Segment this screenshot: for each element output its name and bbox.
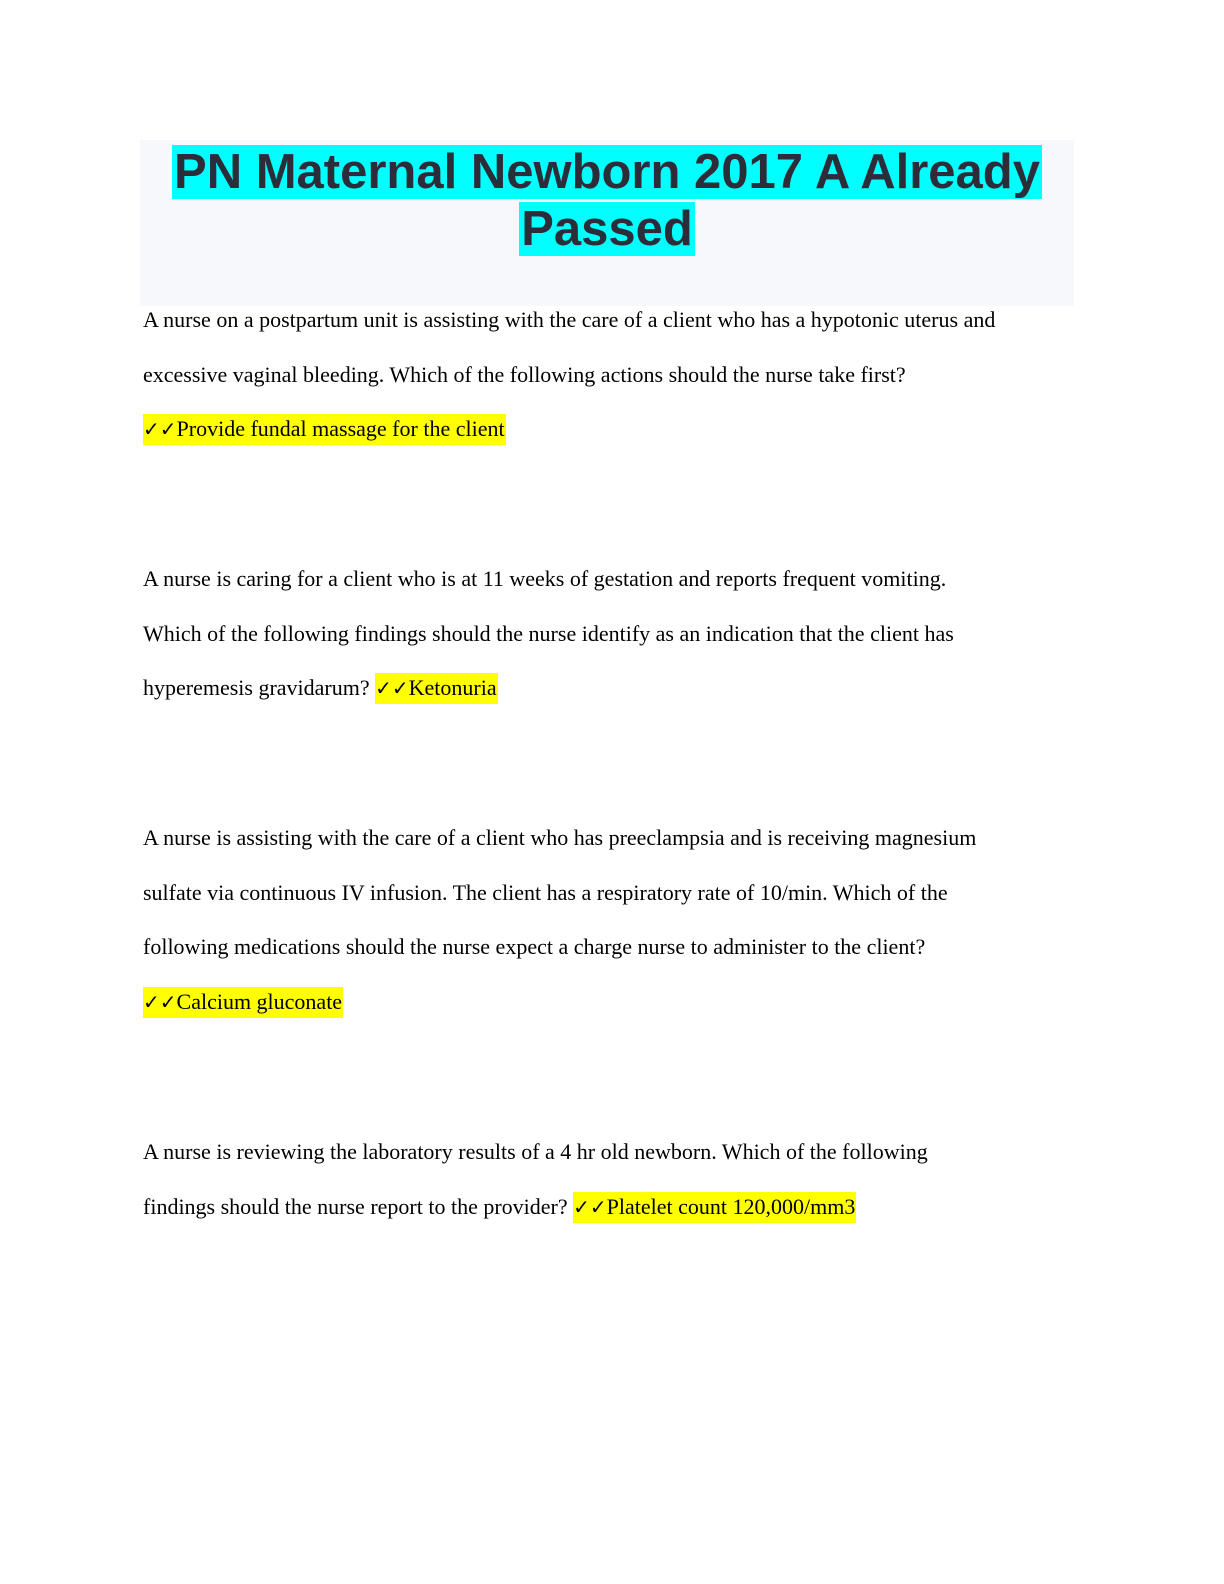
question-1-line-2: excessive vaginal bleeding. Which of the following actions should the nurse take first? <box>143 361 906 387</box>
double-check-icon: ✓✓ <box>143 417 177 441</box>
answer-4 <box>573 1192 856 1223</box>
double-check-icon: ✓✓ <box>573 1194 607 1219</box>
question-2-line-1: A nurse is caring for a client who is at 11 weeks of gestation and reports frequent vomiting. <box>143 566 947 591</box>
answer-3-text: Calcium gluconate <box>176 988 343 1014</box>
question-3-line-3: following medications should the nurse expect a charge nurse to administer to the client? <box>143 934 926 959</box>
question-2-line-2: Which of the following findings should the nurse identify as an indication that the client has <box>143 620 954 646</box>
double-check-icon: ✓✓ <box>375 676 409 700</box>
answer-1-text: Provide fundal massage for the client <box>176 416 505 441</box>
question-2-line-3: hyperemesis gravidarum? <box>143 675 370 700</box>
answer-3 <box>143 987 343 1018</box>
question-3-line-1: A nurse is assisting with the care of a client who has preeclampsia and is receiving magnesium <box>143 825 977 850</box>
answer-4-text: Platelet count 120,000/mm3 <box>606 1193 856 1219</box>
answer-1 <box>143 414 506 445</box>
question-1-line-1: A nurse on a postpartum unit is assisting with the care of a client who has a hypotonic uterus and <box>143 307 996 332</box>
question-1 <box>143 293 1083 457</box>
document-title <box>140 140 1074 258</box>
answer-2-text: Ketonuria <box>408 675 497 700</box>
title-box <box>140 140 1074 306</box>
double-check-icon: ✓✓ <box>143 989 177 1014</box>
answer-2 <box>375 673 497 704</box>
question-4 <box>143 1125 1083 1234</box>
question-4-line-2: findings should the nurse report to the provider? <box>143 1193 568 1219</box>
question-4-line-1: A nurse is reviewing the laboratory results of a 4 hr old newborn. Which of the following <box>143 1139 928 1164</box>
question-3 <box>143 811 1083 1029</box>
title-line-2: Passed <box>521 202 693 256</box>
title-line-1: PN Maternal Newborn 2017 A Already <box>174 145 1040 199</box>
question-2 <box>143 552 1083 716</box>
question-3-line-2: sulfate via continuous IV infusion. The client has a respiratory rate of 10/min. Which of the <box>143 879 948 905</box>
